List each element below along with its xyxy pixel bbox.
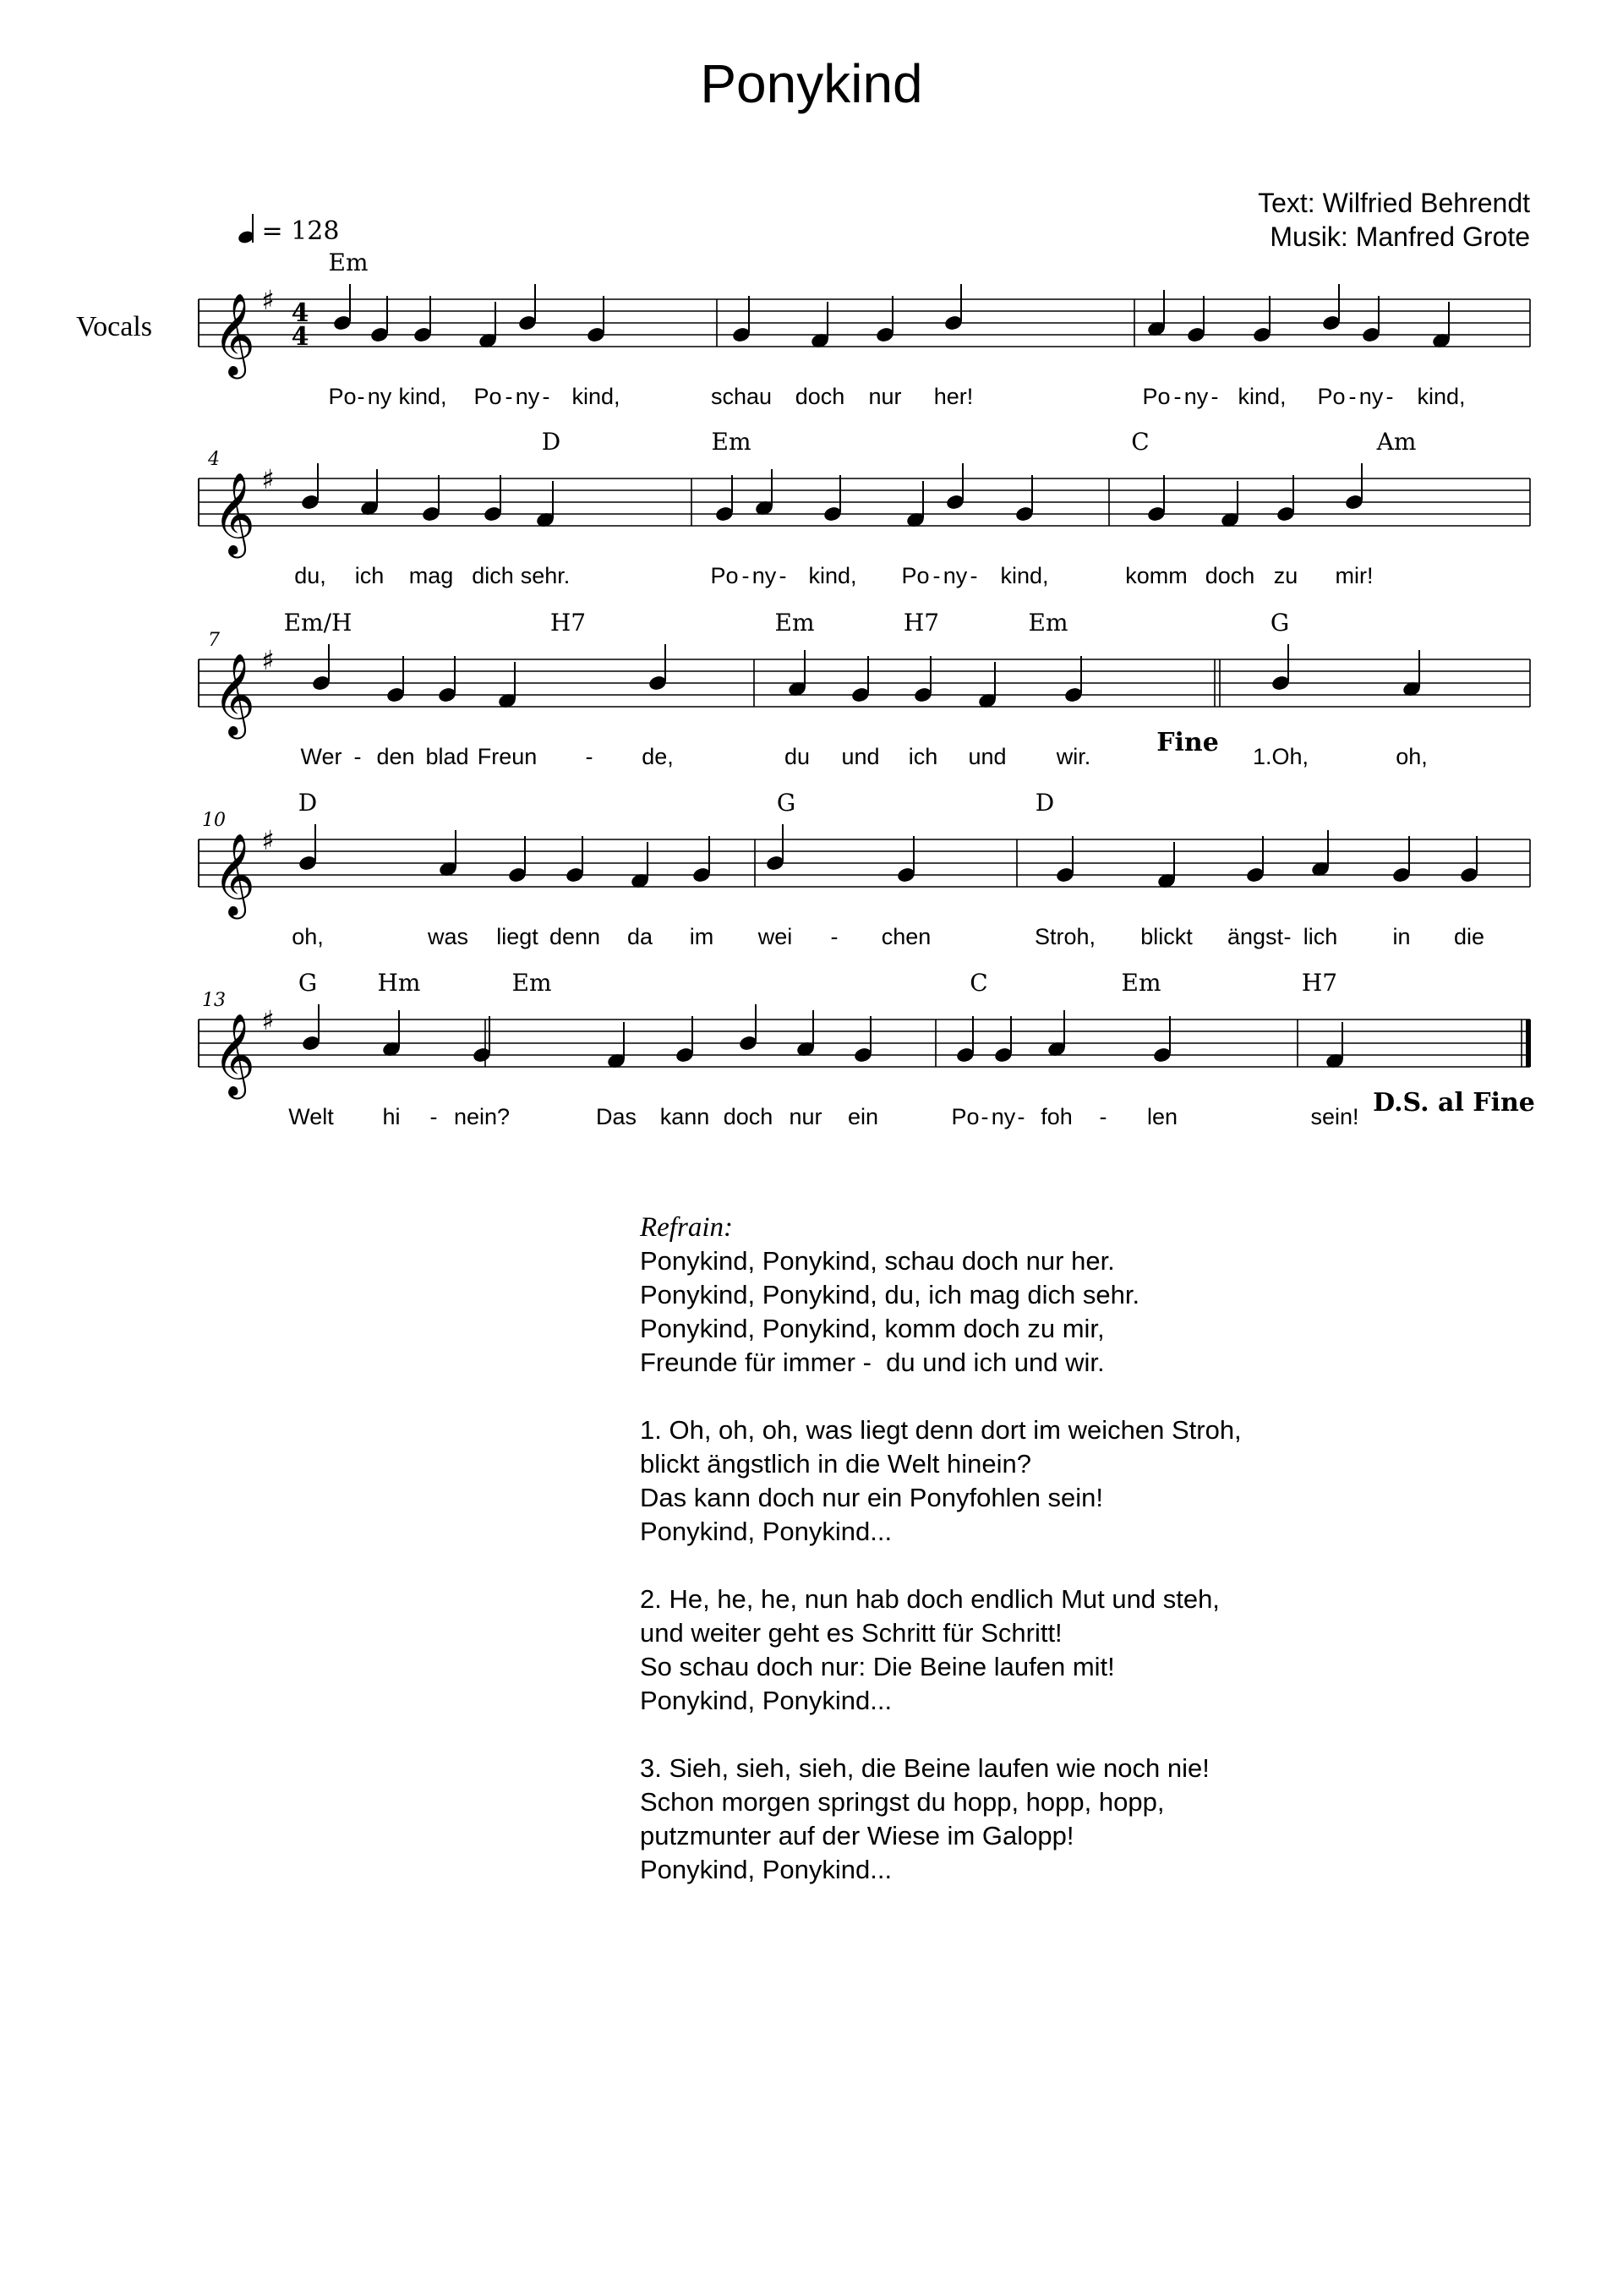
lyric-syllable: de, bbox=[642, 744, 674, 769]
lyric-syllable: denn bbox=[549, 924, 601, 949]
chord-symbol: Em bbox=[328, 249, 369, 276]
lyric-syllable: blickt bbox=[1140, 924, 1193, 949]
lyric-syllable: zu bbox=[1273, 563, 1298, 588]
lyric-syllable: ich bbox=[908, 744, 938, 769]
lyric-syllable: wir. bbox=[1056, 744, 1091, 769]
lyric-syllable: dich bbox=[472, 563, 514, 588]
verse-3-block bbox=[640, 1752, 1242, 1887]
lyric-syllable: Stroh, bbox=[1034, 924, 1096, 949]
chord-symbol: C bbox=[1131, 428, 1150, 456]
refrain-block bbox=[640, 1211, 1242, 1380]
lyric-syllable: doch bbox=[1205, 563, 1255, 588]
lyric-syllable: in bbox=[1392, 924, 1411, 949]
lyric-syllable: - bbox=[981, 1104, 989, 1129]
chord-symbol: Em/H bbox=[283, 609, 352, 637]
lyric-syllable: sein! bbox=[1310, 1104, 1359, 1129]
lyric-syllable: - bbox=[505, 384, 513, 409]
lyric-syllable: kann bbox=[659, 1104, 710, 1129]
lyric-syllable: Po bbox=[1142, 384, 1171, 409]
lyric-syllable: Wer bbox=[300, 744, 342, 769]
lyric-syllable: kind, bbox=[1000, 563, 1049, 588]
verse-line: Ponykind, Ponykind... bbox=[640, 1686, 893, 1715]
lyric-syllable: Po bbox=[473, 384, 502, 409]
lyric-syllable: kind, bbox=[1238, 384, 1287, 409]
verse-line: Das kann doch nur ein Ponyfohlen sein! bbox=[640, 1483, 1104, 1512]
lyric-syllable: oh, bbox=[1396, 744, 1428, 769]
lyric-syllable: - bbox=[429, 1104, 438, 1129]
lyric-syllable: - bbox=[830, 924, 839, 949]
verse-line: putzmunter auf der Wiese im Galopp! bbox=[640, 1821, 1074, 1850]
verse-line: So schau doch nur: Die Beine laufen mit! bbox=[640, 1652, 1115, 1681]
key-sharp-icon: ♯ bbox=[261, 1004, 275, 1036]
lyric-syllable: len bbox=[1146, 1104, 1178, 1129]
verse-2-block bbox=[640, 1583, 1242, 1718]
navigation-mark: D.S. al Fine bbox=[1373, 1088, 1535, 1118]
time-signature-top: 4 bbox=[291, 298, 309, 328]
lyricist-credit: Text: Wilfried Behrendt bbox=[1258, 188, 1530, 218]
verse-line: Schon morgen springst du hopp, hopp, hopp, bbox=[640, 1787, 1165, 1817]
verse-line: 2. He, he, he, nun hab doch endlich Mut und steh, bbox=[640, 1584, 1220, 1614]
instrument-label: Vocals bbox=[76, 311, 153, 342]
refrain-label: Refrain: bbox=[640, 1212, 733, 1243]
chord-symbol: G bbox=[776, 789, 796, 817]
lyric-syllable: liegt bbox=[496, 924, 538, 949]
chord-symbol: Em bbox=[711, 428, 751, 456]
treble-clef-icon: 𝄞 bbox=[213, 292, 255, 375]
lyric-syllable: - bbox=[1173, 384, 1182, 409]
lyric-syllable: Welt bbox=[288, 1104, 334, 1129]
lyric-syllable: chen bbox=[881, 924, 932, 949]
lyric-syllable: schau bbox=[710, 384, 773, 409]
chord-symbol: H7 bbox=[903, 609, 940, 637]
measure-number: 4 bbox=[208, 449, 220, 470]
lyric-syllable: - bbox=[741, 563, 750, 588]
lyric-syllable: kind, bbox=[1417, 384, 1466, 409]
lyric-syllable: komm bbox=[1125, 563, 1188, 588]
chord-symbol: G bbox=[1270, 609, 1290, 637]
chord-symbol: Am bbox=[1376, 428, 1417, 456]
lyric-syllable: ich bbox=[354, 563, 385, 588]
verse-line: blickt ängstlich in die Welt hinein? bbox=[640, 1449, 1031, 1479]
lyric-syllable: mir! bbox=[1335, 563, 1374, 588]
lyric-syllable: - bbox=[1385, 384, 1394, 409]
lyrics-text bbox=[640, 1211, 1242, 1921]
chord-symbol: H7 bbox=[1301, 969, 1338, 997]
lyric-syllable: nur bbox=[868, 384, 902, 409]
treble-clef-icon: 𝄞 bbox=[213, 472, 255, 555]
lyric-syllable: blad bbox=[425, 744, 469, 769]
chord-symbol: G bbox=[298, 969, 318, 997]
final-barline-thick bbox=[1526, 1020, 1531, 1067]
verse-line: 3. Sieh, sieh, sieh, die Beine laufen wie noch nie! bbox=[640, 1753, 1210, 1783]
lyric-syllable: kind, bbox=[808, 563, 857, 588]
chord-symbol: D bbox=[298, 789, 318, 817]
lyric-syllable: Po bbox=[328, 384, 357, 409]
verse-line: Ponykind, Ponykind... bbox=[640, 1855, 893, 1884]
lyric-syllable: - bbox=[353, 744, 362, 769]
key-sharp-icon: ♯ bbox=[261, 824, 275, 856]
measure-number: 7 bbox=[208, 630, 220, 651]
lyric-syllable: - bbox=[1283, 924, 1292, 949]
lyric-syllable: ny bbox=[991, 1104, 1016, 1129]
key-sharp-icon: ♯ bbox=[261, 284, 275, 316]
lyric-syllable: Das bbox=[595, 1104, 637, 1129]
lyric-syllable: ny bbox=[751, 563, 777, 588]
lyric-syllable: ein bbox=[847, 1104, 879, 1129]
key-sharp-icon: ♯ bbox=[261, 644, 275, 676]
lyric-syllable: was bbox=[427, 924, 469, 949]
verse-line: 1. Oh, oh, oh, was liegt denn dort im weichen Stroh, bbox=[640, 1415, 1242, 1445]
lyric-syllable: - bbox=[1348, 384, 1357, 409]
lyric-syllable: 1.Oh, bbox=[1252, 744, 1309, 769]
refrain-line: Ponykind, Ponykind, du, ich mag dich sehr. bbox=[640, 1280, 1140, 1309]
chord-symbol: H7 bbox=[549, 609, 587, 637]
verse-line: Ponykind, Ponykind... bbox=[640, 1517, 893, 1546]
composer-credit: Musik: Manfred Grote bbox=[1270, 221, 1530, 252]
chord-symbol: C bbox=[970, 969, 988, 997]
lyric-syllable: und bbox=[968, 744, 1007, 769]
lyric-syllable: mag bbox=[408, 563, 454, 588]
lyric-syllable: kind, bbox=[398, 384, 447, 409]
treble-clef-icon: 𝄞 bbox=[213, 1013, 255, 1096]
key-sharp-icon: ♯ bbox=[261, 463, 275, 495]
lyric-syllable: Po bbox=[951, 1104, 980, 1129]
lyric-syllable: foh bbox=[1041, 1104, 1073, 1129]
treble-clef-icon: 𝄞 bbox=[213, 833, 255, 916]
chord-symbol: Em bbox=[1028, 609, 1068, 637]
lyric-syllable: ny bbox=[943, 563, 968, 588]
lyric-syllable: Po bbox=[1317, 384, 1346, 409]
lyric-syllable: im bbox=[689, 924, 714, 949]
verse-line: und weiter geht es Schritt für Schritt! bbox=[640, 1618, 1063, 1648]
lyric-syllable: ny bbox=[367, 384, 392, 409]
lyric-syllable: die bbox=[1453, 924, 1485, 949]
measure-number: 13 bbox=[202, 990, 226, 1011]
chord-symbol: Em bbox=[511, 969, 552, 997]
lyric-syllable: ängst bbox=[1227, 924, 1284, 949]
lyric-syllable: da bbox=[626, 924, 653, 949]
lyric-syllable: - bbox=[542, 384, 550, 409]
lyric-syllable: hi bbox=[382, 1104, 401, 1129]
lyric-syllable: - bbox=[1017, 1104, 1025, 1129]
refrain-line: Freunde für immer - du und ich und wir. bbox=[640, 1348, 1105, 1377]
lyric-syllable: ny bbox=[1358, 384, 1384, 409]
lyric-syllable: nur bbox=[789, 1104, 822, 1129]
tempo-value: = 128 bbox=[261, 216, 340, 246]
lyric-syllable: - bbox=[357, 384, 365, 409]
chord-symbol: D bbox=[1035, 789, 1055, 817]
lyric-syllable: - bbox=[585, 744, 593, 769]
chord-symbol: D bbox=[541, 428, 561, 456]
treble-clef-icon: 𝄞 bbox=[213, 653, 255, 735]
refrain-line: Ponykind, Ponykind, komm doch zu mir, bbox=[640, 1314, 1105, 1343]
lyric-syllable: du, bbox=[294, 563, 326, 588]
lyric-syllable: doch bbox=[723, 1104, 773, 1129]
lyric-syllable: Freun bbox=[477, 744, 538, 769]
lyric-syllable: doch bbox=[795, 384, 845, 409]
lyric-syllable: - bbox=[779, 563, 787, 588]
lyric-syllable: ny bbox=[515, 384, 540, 409]
lyric-syllable: - bbox=[1210, 384, 1219, 409]
lyric-syllable: - bbox=[1099, 1104, 1107, 1129]
lyric-syllable: - bbox=[970, 563, 978, 588]
chord-symbol: Em bbox=[1121, 969, 1161, 997]
lyric-syllable: - bbox=[932, 563, 941, 588]
lyric-syllable: du bbox=[784, 744, 811, 769]
verse-1-block bbox=[640, 1413, 1242, 1549]
lyric-syllable: her! bbox=[933, 384, 974, 409]
lyric-syllable: oh, bbox=[292, 924, 324, 949]
measure-number: 10 bbox=[202, 810, 226, 831]
lyric-syllable: sehr. bbox=[520, 563, 571, 588]
lyric-syllable: den bbox=[376, 744, 415, 769]
lyric-syllable: Po bbox=[710, 563, 739, 588]
refrain-line: Ponykind, Ponykind, schau doch nur her. bbox=[640, 1246, 1115, 1276]
lyric-syllable: und bbox=[841, 744, 880, 769]
lyric-syllable: lich bbox=[1303, 924, 1338, 949]
lyric-syllable: Po bbox=[901, 563, 930, 588]
lyric-syllable: kind, bbox=[571, 384, 620, 409]
lyric-syllable: wei bbox=[757, 924, 793, 949]
lyric-syllable: ny bbox=[1183, 384, 1209, 409]
chord-symbol: Hm bbox=[377, 969, 421, 997]
lyric-syllable: nein? bbox=[453, 1104, 511, 1129]
time-signature-bottom: 4 bbox=[291, 322, 309, 352]
navigation-mark: Fine bbox=[1156, 728, 1219, 757]
song-title: Ponykind bbox=[700, 53, 923, 114]
chord-symbol: Em bbox=[774, 609, 815, 637]
